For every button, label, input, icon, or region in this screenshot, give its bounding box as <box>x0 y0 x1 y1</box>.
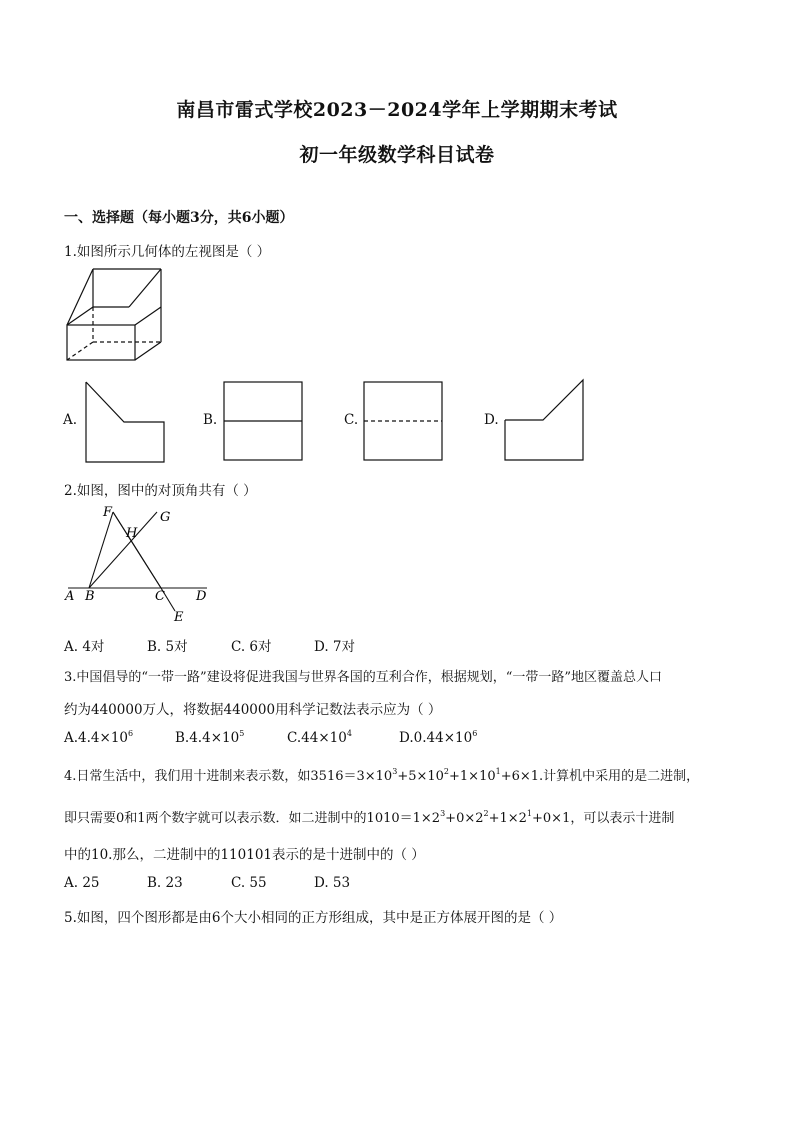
q1-solid-figure <box>60 265 180 365</box>
q3-option-b: $B.4.4\times 10^5$ <box>175 729 245 746</box>
label-h: H <box>126 526 138 541</box>
q1-option-d-figure <box>503 378 587 464</box>
q2-option-a: A. 4对 <box>64 639 105 655</box>
q2-angle-figure <box>60 503 220 628</box>
q1-option-d-label: D. <box>484 412 499 428</box>
q4-option-c: C. 55 <box>231 875 267 891</box>
question-3-line1: 3.中国倡导的“一带一路”建设将促进我国与世界各国的互利合作，根据规划，“一带一路”地区覆盖总人口 <box>64 670 662 685</box>
q1-option-b-figure <box>222 380 306 464</box>
label-c: C <box>155 589 165 604</box>
question-5-stem: 5.如图，四个图形都是由6个大小相同的正方形组成，其中是正方体展开图的是（ ） <box>64 910 563 926</box>
q4-option-d: D. 53 <box>314 875 351 891</box>
question-3-line2: 约为440000万人，将数据440000用科学记数法表示应为（ ） <box>64 702 442 718</box>
q1-option-c-figure <box>362 380 446 464</box>
label-f: F <box>103 505 113 520</box>
q1-option-c-label: C. <box>344 412 359 428</box>
question-2-stem: 2.如图，图中的对顶角共有（ ） <box>64 483 257 499</box>
section-heading: 一、选择题（每小题3分，共6小题） <box>64 210 294 226</box>
label-g: G <box>160 510 171 525</box>
exam-title: 南昌市雷式学校2023－2024学年上学期期末考试 <box>176 99 618 121</box>
q3-option-c: $C.44\times 10^4$ <box>287 729 352 746</box>
q2-option-b: B. 5对 <box>147 639 188 655</box>
label-e: E <box>174 610 184 625</box>
question-4-line2: 即只需要0和1两个数字就可以表示数．如二进制中的$1010=1\times 2^3+0\times 2^2+1\times 2^1+0\times 1$，可以表示十进制 <box>64 809 675 826</box>
q2-option-d: D. 7对 <box>314 639 356 655</box>
exam-subtitle: 初一年级数学科目试卷 <box>299 144 495 166</box>
question-4-line3: 中的10.那么，二进制中的110101表示的是十进制中的（ ） <box>64 847 425 863</box>
q1-option-a-figure <box>84 380 168 464</box>
q4-option-b: B. 23 <box>147 875 183 891</box>
label-a: A <box>65 589 75 604</box>
q3-option-a: $A.4.4\times 10^6$ <box>64 729 134 746</box>
question-4-line1: 4.日常生活中，我们用十进制来表示数，如$3516=3\times 10^3+5\times 10^2+1\times 10^1+6\times 1$.计算机中采用的是二进制， <box>64 767 700 784</box>
label-d: D <box>196 589 207 604</box>
q2-option-c: C. 6对 <box>231 639 272 655</box>
q1-option-b-label: B. <box>203 412 218 428</box>
q4-option-a: A. 25 <box>64 875 100 891</box>
q1-option-a-label: A. <box>63 412 78 428</box>
question-1-stem: 1.如图所示几何体的左视图是（ ） <box>64 244 271 260</box>
label-b: B <box>85 589 95 604</box>
q3-option-d: $D.0.44\times 10^6$ <box>399 729 478 746</box>
